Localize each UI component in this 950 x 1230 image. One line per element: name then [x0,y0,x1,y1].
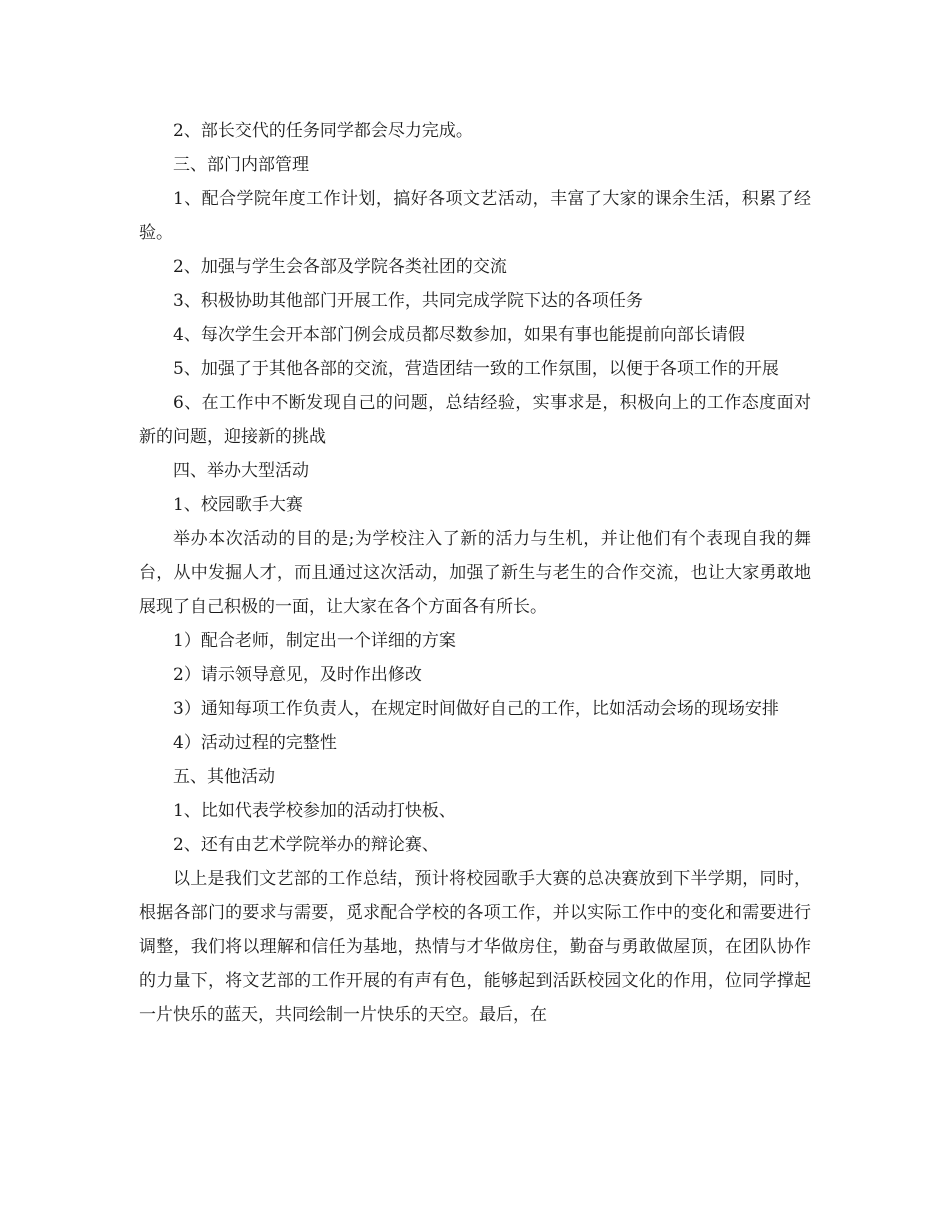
list-item-1: 1）配合老师，制定出一个详细的方案 [173,631,456,651]
paragraph-3: 1、配合学院年度工作计划，搞好各项文艺活动，丰富了大家的课余生活，积累了经验。 [139,189,811,243]
paragraph-1: 2、部长交代的任务同学都会尽力完成。 [173,121,473,141]
paragraph-11: 举办本次活动的目的是;为学校注入了新的活力与生机，并让他们有个表现自我的舞台，从中发掘人才，而且通过这次活动，加强了新生与老生的合作交流，也让大家勇敢地展现了自己积极的一面，让大家在各个方面各有所长。 [139,529,811,617]
paragraph-8: 6、在工作中不断发现自己的问题，总结经验，实事求是，积极向上的工作态度面对新的问题，迎接新的挑战 [139,393,811,447]
list-item-2: 2）请示领导意见，及时作出修改 [173,665,422,685]
paragraph-7: 5、加强了于其他各部的交流，营造团结一致的工作氛围，以便于各项工作的开展 [173,359,779,379]
paragraph-4: 2、加强与学生会各部及学院各类社团的交流 [173,257,507,277]
section-heading-4: 四、举办大型活动 [173,461,309,481]
section-heading-5: 五、其他活动 [173,767,275,787]
paragraph-18: 2、还有由艺术学院举办的辩论赛、 [173,835,439,855]
subheading-singer-contest: 1、校园歌手大赛 [173,495,303,515]
paragraph-5: 3、积极协助其他部门开展工作，共同完成学院下达的各项任务 [173,291,643,311]
list-item-4: 4）活动过程的完整性 [173,733,337,753]
list-item-3: 3）通知每项工作负责人，在规定时间做好自己的工作，比如活动会场的现场安排 [173,699,779,719]
paragraph-6: 4、每次学生会开本部门例会成员都尽数参加，如果有事也能提前向部长请假 [173,325,745,345]
section-heading-3: 三、部门内部管理 [173,155,309,175]
paragraph-summary: 以上是我们文艺部的工作总结，预计将校园歌手大赛的总决赛放到下半学期，同时，根据各部门的要求与需要，觅求配合学校的各项工作，并以实际工作中的变化和需要进行调整，我们将以理解和信任为基地，热情与才华做房住，勤奋与勇敢做屋顶，在团队协作的力量下，将文艺部的工作开展的有声有色，能够起到活跃校园文化的作用，位同学撑起一片快乐的蓝天，共同绘制一片快乐的天空。最后，在 [139,869,811,1025]
document-body [139,114,811,1032]
paragraph-17: 1、比如代表学校参加的活动打快板、 [173,801,456,821]
